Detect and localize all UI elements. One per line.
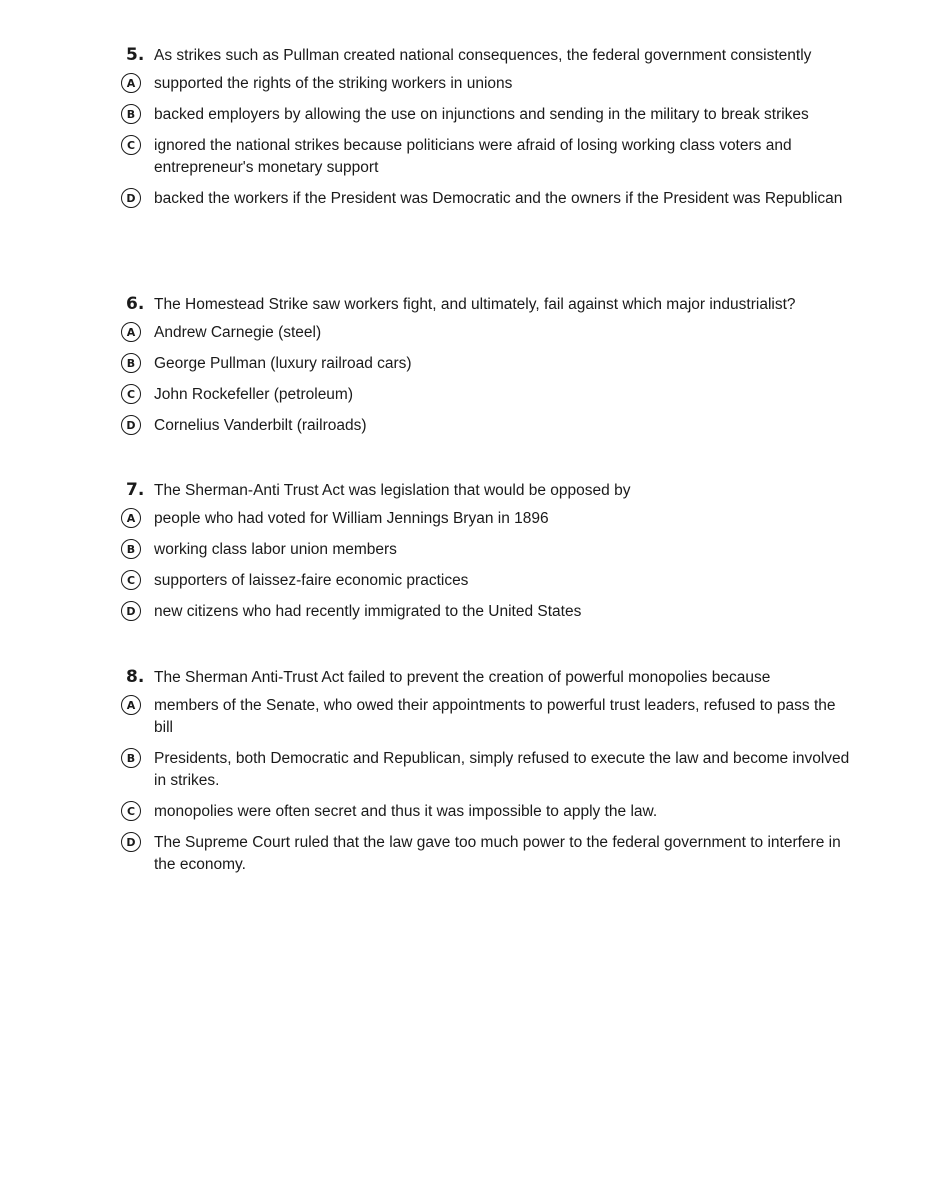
option-letter-badge: D bbox=[121, 415, 141, 435]
option-letter-badge: B bbox=[121, 104, 141, 124]
option-letter-badge: C bbox=[121, 570, 141, 590]
option-b[interactable] bbox=[120, 539, 850, 561]
option-a[interactable] bbox=[120, 73, 850, 95]
option-c[interactable] bbox=[120, 570, 850, 592]
option-letter-badge: B bbox=[121, 353, 141, 373]
question-5 bbox=[120, 45, 850, 219]
option-letter-badge: D bbox=[121, 601, 141, 621]
option-c[interactable] bbox=[120, 801, 850, 823]
option-text: members of the Senate, who owed their appointments to powerful trust leaders, refused to pass the bill bbox=[154, 697, 836, 736]
question-number: 6. bbox=[126, 294, 145, 314]
option-a[interactable] bbox=[120, 508, 850, 530]
option-text: Cornelius Vanderbilt (railroads) bbox=[154, 417, 367, 434]
option-text: new citizens who had recently immigrated to the United States bbox=[154, 603, 582, 620]
question-text: The Sherman Anti-Trust Act failed to prevent the creation of powerful monopolies because bbox=[154, 669, 771, 686]
option-text: backed the workers if the President was Democratic and the owners if the President was Republican bbox=[154, 190, 843, 207]
option-letter-badge: A bbox=[121, 73, 141, 93]
option-text: George Pullman (luxury railroad cars) bbox=[154, 355, 412, 372]
option-b[interactable] bbox=[120, 748, 850, 792]
option-letter-badge: C bbox=[121, 801, 141, 821]
option-text: working class labor union members bbox=[154, 541, 397, 558]
option-text: monopolies were often secret and thus it was impossible to apply the law. bbox=[154, 803, 658, 820]
option-c[interactable] bbox=[120, 135, 850, 179]
option-letter-badge: B bbox=[121, 539, 141, 559]
option-text: The Supreme Court ruled that the law gave too much power to the federal government to interfere in the economy. bbox=[154, 834, 841, 873]
option-letter-badge: D bbox=[121, 832, 141, 852]
option-text: people who had voted for William Jennings Bryan in 1896 bbox=[154, 510, 549, 527]
option-a[interactable] bbox=[120, 695, 850, 739]
option-b[interactable] bbox=[120, 353, 850, 375]
option-letter-badge: B bbox=[121, 748, 141, 768]
option-letter-badge: A bbox=[121, 322, 141, 342]
option-letter-badge: A bbox=[121, 695, 141, 715]
option-d[interactable] bbox=[120, 832, 850, 876]
option-letter-badge: C bbox=[121, 135, 141, 155]
option-text: backed employers by allowing the use on injunctions and sending in the military to break strikes bbox=[154, 106, 809, 123]
question-text: The Homestead Strike saw workers fight, and ultimately, fail against which major industrialist? bbox=[154, 296, 796, 313]
question-8 bbox=[120, 667, 850, 885]
option-text: John Rockefeller (petroleum) bbox=[154, 386, 354, 403]
question-stem bbox=[120, 480, 850, 502]
option-letter-badge: A bbox=[121, 508, 141, 528]
question-number: 7. bbox=[126, 480, 145, 500]
option-d[interactable] bbox=[120, 188, 850, 210]
option-a[interactable] bbox=[120, 322, 850, 344]
option-b[interactable] bbox=[120, 104, 850, 126]
question-stem bbox=[120, 294, 850, 316]
option-letter-badge: D bbox=[121, 188, 141, 208]
question-6 bbox=[120, 294, 850, 446]
question-7 bbox=[120, 480, 850, 632]
option-text: supporters of laissez-faire economic practices bbox=[154, 572, 469, 589]
option-d[interactable] bbox=[120, 415, 850, 437]
option-text: supported the rights of the striking workers in unions bbox=[154, 75, 513, 92]
question-number: 8. bbox=[126, 667, 145, 687]
option-text: Andrew Carnegie (steel) bbox=[154, 324, 322, 341]
option-text: Presidents, both Democratic and Republican, simply refused to execute the law and become involved in strikes. bbox=[154, 750, 850, 789]
option-d[interactable] bbox=[120, 601, 850, 623]
option-text: ignored the national strikes because politicians were afraid of losing working class voters and entrepreneur's monetary support bbox=[154, 137, 792, 176]
question-text: The Sherman-Anti Trust Act was legislation that would be opposed by bbox=[154, 482, 631, 499]
question-number: 5. bbox=[126, 45, 145, 65]
question-stem bbox=[120, 45, 850, 67]
option-letter-badge: C bbox=[121, 384, 141, 404]
question-stem bbox=[120, 667, 850, 689]
option-c[interactable] bbox=[120, 384, 850, 406]
question-text: As strikes such as Pullman created national consequences, the federal government consistently bbox=[154, 47, 812, 64]
